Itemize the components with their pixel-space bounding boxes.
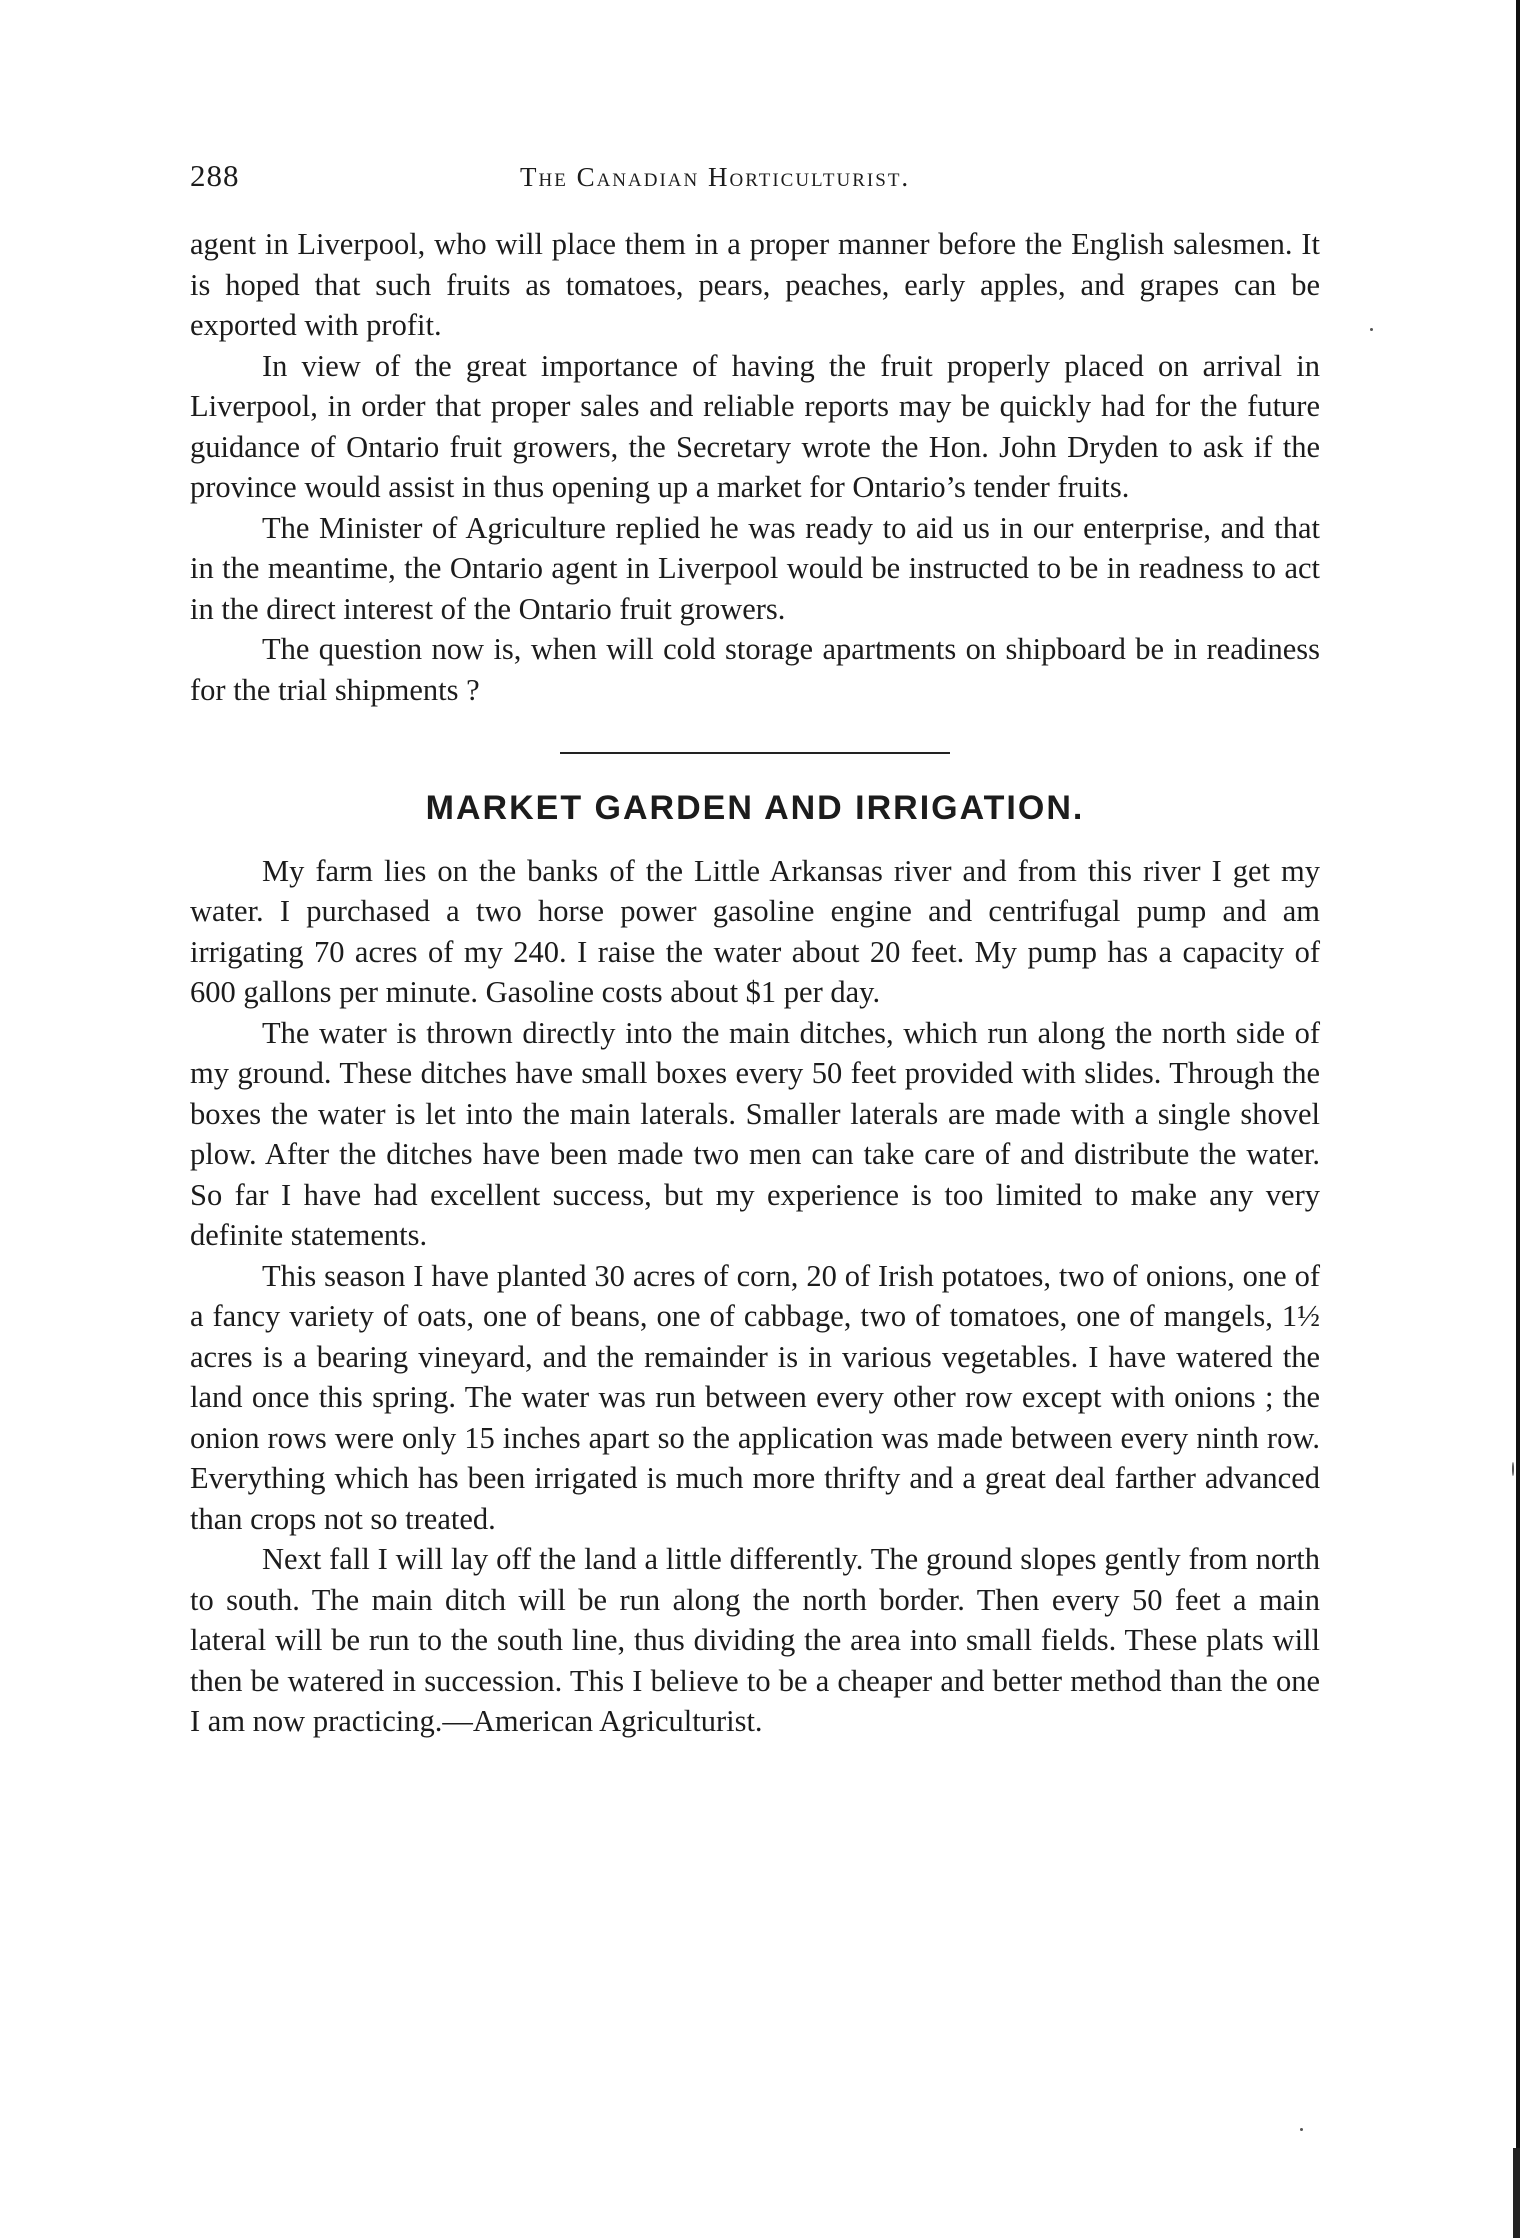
scan-speck — [1300, 2128, 1303, 2131]
page-body — [190, 224, 1320, 1742]
paragraph: The question now is, when will cold storage apartments on shipboard be in readiness for the trial shipments ? — [190, 632, 1320, 707]
journal-title: The Canadian Horticulturist. — [520, 162, 911, 192]
page-number: 288 — [190, 158, 240, 193]
paragraph: In view of the great importance of having the fruit properly placed on arrival in Liverpool, in order that proper sales and reliable reports may be quickly had for the future guidance of Ontario fruit growers, the Secretary wrote the Hon. John Dryden to ask if the province would assist in thus opening up a market for Ontario’s tender fruits. — [190, 348, 1320, 504]
paragraph: The water is thrown directly into the main ditches, which run along the north side of my ground. These ditches have small boxes every 50 feet provided with slides. Through the boxes the water is let into the main laterals. Smaller laterals are made with a single shovel plow. After the ditches have been made two men can take care of and distribute the water. So far I have had excellent success, but my experience is too limited to make any very definite statements. — [190, 1015, 1320, 1252]
article-heading: MARKET GARDEN AND IRRIGATION. — [425, 789, 1085, 827]
running-head — [190, 158, 1320, 198]
page-edge-rule — [1516, 0, 1520, 2238]
article-market-garden — [190, 851, 1320, 1742]
paragraph: Next fall I will lay off the land a little differently. The ground slopes gently from north to south. The main ditch will be run along the north border. Then every 50 feet a main lateral will be run to the south line, thus dividing the area into small fields. These plats will then be watered in succession. This I believe to be a cheaper and better method than the one I am now practicing.—American Agriculturist. — [190, 1542, 1320, 1738]
paragraph: agent in Liverpool, who will place them in a proper manner before the English salesmen. It is hoped that such fruits as tomatoes, pears, peaches, early apples, and grapes can be exported with profit. — [190, 227, 1320, 342]
paragraph: This season I have planted 30 acres of corn, 20 of Irish potatoes, two of onions, one of a fancy variety of oats, one of beans, one of cabbage, two of tomatoes, one of mangels, 1½ acres is a bearing vineyard, and the remainder is in various vegetables. I have watered the land once this spring. The water was run between every other row except with onions ; the onion rows were only 15 inches apart so the application was made between every ninth row. Everything which has been irrigated is much more thrifty and a great deal farther advanced than crops not so treated. — [190, 1258, 1320, 1536]
paragraph: The Minister of Agriculture replied he was ready to aid us in our enterprise, and that in the meantime, the Ontario agent in Liverpool would be instructed to be in readness to act in the direct interest of the Ontario fruit growers. — [190, 510, 1320, 626]
article-continued — [190, 224, 1320, 710]
scan-speck — [1512, 1462, 1514, 1476]
scan-speck — [1370, 328, 1373, 331]
paragraph: My farm lies on the banks of the Little Arkansas river and from this river I get my water. I purchased a two horse power gasoline engine and centrifugal pump and am irrigating 70 acres of my 240. I raise the water about 20 feet. My pump has a capacity of 600 gallons per minute. Gasoline costs about $1 per day. — [190, 853, 1320, 1009]
section-divider — [560, 752, 950, 754]
page-edge-mark — [1508, 2148, 1520, 2238]
